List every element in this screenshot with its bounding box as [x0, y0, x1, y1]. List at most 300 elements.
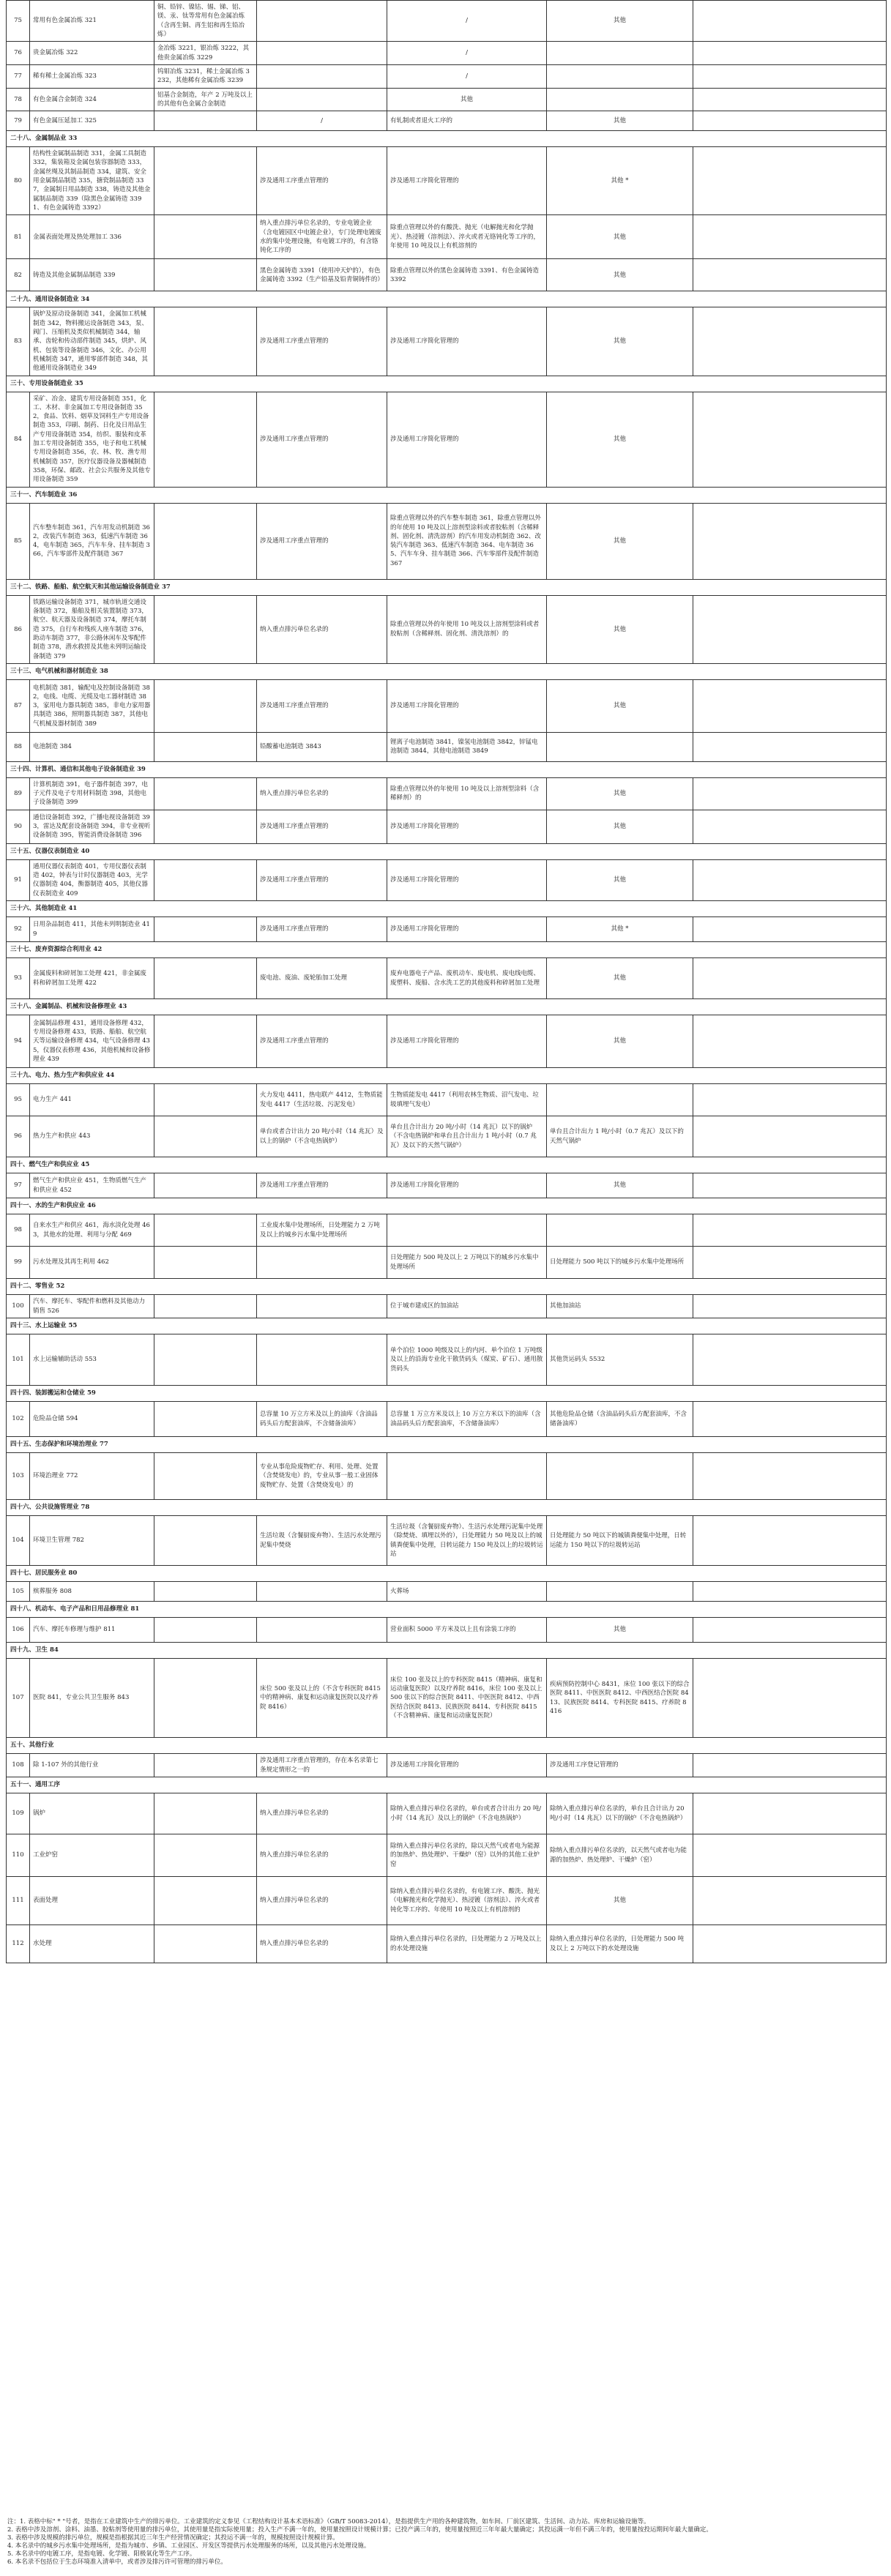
simplified-management: 火葬场 [387, 1582, 547, 1602]
industry-category: 汽车、摩托车修理与维护 811 [30, 1618, 154, 1643]
blank-cell [693, 1173, 887, 1198]
row-number: 98 [7, 1214, 30, 1247]
row-number: 86 [7, 595, 30, 663]
key-management: 涉及通用工序重点管理的 [257, 1015, 387, 1068]
table-row [7, 859, 887, 900]
table-row [7, 958, 887, 999]
section-title: 四十八、机动车、电子产品和日用品修理业 81 [7, 1602, 887, 1618]
simplified-management: / [387, 64, 547, 88]
footnote-line: 注：1. 表格中标" * "号者，是指在工业建筑中生产的排污单位。工业建筑的定义参见《工程结构设计基本术语标准》（GB/T 50083-2014），是指提供生产用的各种建筑物，如车间、厂前区建筑、生活间、动力站、库房和运输设施等。 [7, 2518, 650, 2525]
simplified-management: 涉及通用工序简化管理的 [387, 1754, 547, 1777]
industry-detail [154, 1516, 257, 1566]
industry-category: 铸造及其他金属制品制造 339 [30, 259, 154, 291]
registration-management [547, 88, 693, 111]
industry-category: 稀有稀土金属冶炼 323 [30, 64, 154, 88]
industry-detail [154, 1015, 257, 1068]
blank-cell [693, 307, 887, 376]
registration-management: 除纳入重点排污单位名录的，单台且合计出力 20 吨/小时（14 兆瓦）以下的锅炉（不含电热锅炉） [547, 1793, 693, 1834]
blank-cell [693, 1453, 887, 1500]
key-management: 涉及通用工序重点管理的 [257, 147, 387, 215]
row-number: 89 [7, 777, 30, 810]
key-management: 纳入重点排污单位名录的 [257, 777, 387, 810]
simplified-management [387, 1214, 547, 1247]
table-row [7, 64, 887, 88]
section-header-row [7, 1566, 887, 1582]
row-number: 96 [7, 1116, 30, 1157]
table-row [7, 1247, 887, 1279]
row-number: 111 [7, 1877, 30, 1925]
section-title: 五十、其他行业 [7, 1738, 887, 1754]
key-management [257, 1618, 387, 1643]
footnote-line: 6. 本名录不包括位于生态环境准入清单中，或者涉及排污许可管理的排污单位。 [7, 2558, 227, 2566]
row-number: 101 [7, 1334, 30, 1386]
simplified-management: 其他 [387, 88, 547, 111]
blank-cell [693, 1214, 887, 1247]
registration-management [547, 732, 693, 761]
key-management: 纳入重点排污单位名录的，专业电镀企业（含电镀园区中电镀企业），专门处理电镀废水的集中处理设施，有电镀工序的，有含铬钝化工序的 [257, 215, 387, 259]
industry-detail [154, 859, 257, 900]
simplified-management: 涉及通用工序简化管理的 [387, 147, 547, 215]
registration-management [547, 64, 693, 88]
blank-cell [693, 1834, 887, 1877]
key-management: 床位 500 张及以上的（不含专科医院 8415 中的精神病、康复和运动康复医院以及疗养院 8416） [257, 1659, 387, 1738]
table-row [7, 111, 887, 131]
simplified-management: 涉及通用工序简化管理的 [387, 679, 547, 732]
blank-cell [693, 1084, 887, 1116]
section-header-row [7, 1777, 887, 1793]
industry-category: 污水处理及其再生利用 462 [30, 1247, 154, 1279]
registration-management: 其他 [547, 1015, 693, 1068]
blank-cell [693, 111, 887, 131]
key-management [257, 88, 387, 111]
registration-management: 其他 [547, 595, 693, 663]
industry-category: 工业炉窑 [30, 1834, 154, 1877]
industry-detail [154, 259, 257, 291]
industry-detail [154, 1334, 257, 1386]
section-header-row [7, 901, 887, 917]
industry-category: 自来水生产和供应 461，海水淡化处理 463，其他水的处理、利用与分配 469 [30, 1214, 154, 1247]
industry-category: 锅炉 [30, 1793, 154, 1834]
section-title: 四十五、生态保护和环境治理业 77 [7, 1437, 887, 1453]
key-management: 黑色金属铸造 3391（使用冲天炉的），有色金属铸造 3392（生产铅基及铅青铜铸件的） [257, 259, 387, 291]
blank-cell [693, 595, 887, 663]
section-header-row [7, 487, 887, 503]
industry-detail [154, 307, 257, 376]
table-row [7, 679, 887, 732]
table-row [7, 1754, 887, 1777]
industry-category: 日用杂品制造 411，其他未列明制造业 419 [30, 917, 154, 942]
row-number: 103 [7, 1453, 30, 1500]
section-title: 三十二、铁路、船舶、航空航天和其他运输设备制造业 37 [7, 579, 887, 595]
table-row [7, 1214, 887, 1247]
table-row [7, 917, 887, 942]
simplified-management: 涉及通用工序简化管理的 [387, 1173, 547, 1198]
section-header-row [7, 291, 887, 307]
blank-cell [693, 42, 887, 65]
row-number: 80 [7, 147, 30, 215]
simplified-management: / [387, 1, 547, 42]
simplified-management: 除重点管理以外的年使用 10 吨及以上溶剂型涂料（含稀释剂）的 [387, 777, 547, 810]
row-number: 102 [7, 1402, 30, 1437]
table-row [7, 1834, 887, 1877]
table-row [7, 1516, 887, 1566]
blank-cell [693, 732, 887, 761]
blank-cell [693, 215, 887, 259]
table-row [7, 1925, 887, 1963]
industry-category: 医院 841，专业公共卫生服务 843 [30, 1659, 154, 1738]
key-management: 涉及通用工序重点管理的 [257, 307, 387, 376]
table-row [7, 1334, 887, 1386]
section-title: 二十八、金属制品业 33 [7, 131, 887, 147]
section-header-row [7, 942, 887, 958]
industry-category: 采矿、冶金、建筑专用设备制造 351，化工、木材、非金属加工专用设备制造 352，食品、饮料、烟草及饲料生产专用设备制造 353，印刷、制药、日化及日用品生产专用设备制造 354，纺织、服装和皮革加工专用设备制造 355，电子和电工机械专用设备制造 356，农、林、牧、渔专用机械制造 357，医疗仪器设备及器械制造 358，环保、邮政、社会公共服务及其他专用设备制造 359 [30, 392, 154, 487]
table-row [7, 1015, 887, 1068]
registration-management: 日处理能力 500 吨以下的城乡污水集中处理场所 [547, 1247, 693, 1279]
industry-detail [154, 777, 257, 810]
blank-cell [693, 1516, 887, 1566]
industry-detail [154, 503, 257, 579]
registration-management: 除纳入重点排污单位名录的，以天然气或者电为能源的加热炉、热处理炉、干燥炉（窑） [547, 1834, 693, 1877]
key-management: 纳入重点排污单位名录的 [257, 1925, 387, 1963]
registration-management: 其他 * [547, 917, 693, 942]
industry-detail [154, 392, 257, 487]
key-management: 涉及通用工序重点管理的 [257, 810, 387, 843]
footnote-line: 5. 本名录中的电镀工序，是指电镀、化学镀、阳极氧化等生产工序。 [7, 2550, 196, 2558]
simplified-management: 涉及通用工序简化管理的 [387, 1015, 547, 1068]
blank-cell [693, 1, 887, 42]
blank-cell [693, 1618, 887, 1643]
industry-category: 计算机制造 391，电子器件制造 397，电子元件及电子专用材料制造 398，其他电子设备制造 399 [30, 777, 154, 810]
section-header-row [7, 843, 887, 859]
key-management [257, 1, 387, 42]
row-number: 83 [7, 307, 30, 376]
table-row [7, 1295, 887, 1318]
key-management [257, 1582, 387, 1602]
simplified-management: 营业面积 5000 平方米及以上且有涂装工序的 [387, 1618, 547, 1643]
industry-detail [154, 917, 257, 942]
section-title: 四十、燃气生产和供应业 45 [7, 1157, 887, 1173]
section-header-row [7, 1738, 887, 1754]
industry-category: 贵金属冶炼 322 [30, 42, 154, 65]
industry-category: 环境治理业 772 [30, 1453, 154, 1500]
row-number: 95 [7, 1084, 30, 1116]
registration-management: 其他 [547, 958, 693, 999]
blank-cell [693, 1659, 887, 1738]
table-row [7, 1793, 887, 1834]
blank-cell [693, 1793, 887, 1834]
table-row [7, 1173, 887, 1198]
key-management: 涉及通用工序重点管理的 [257, 392, 387, 487]
industry-detail: 钨钼冶炼 3231，稀土金属冶炼 3232，其他稀有金属冶炼 3239 [154, 64, 257, 88]
blank-cell [693, 1334, 887, 1386]
key-management: 纳入重点排污单位名录的 [257, 595, 387, 663]
simplified-management: 床位 100 张及以上的专科医院 8415（精神病、康复和运动康复医院）以及疗养院 8416，床位 100 张及以上 500 张以下的综合医院 8411、中医医院 8412、中西医结合医院 8413、民族医院 8414、专科医院 8415（不含精神病、康复和运动康复医院） [387, 1659, 547, 1738]
industry-detail [154, 1084, 257, 1116]
industry-detail: 金冶炼 3221，银冶炼 3222，其他贵金属冶炼 3229 [154, 42, 257, 65]
section-header-row [7, 663, 887, 679]
row-number: 79 [7, 111, 30, 131]
row-number: 100 [7, 1295, 30, 1318]
simplified-management: 生活垃圾（含餐厨废弃物）、生活污水处理污泥集中处理（除焚烧、填埋以外的），日处理能力 50 吨及以上的城镇粪便集中处理，日转运能力 150 吨及以上的垃圾转运站 [387, 1516, 547, 1566]
key-management: 涉及通用工序重点管理的 [257, 1173, 387, 1198]
registration-management: 其他 [547, 1173, 693, 1198]
industry-category: 通用仪器仪表制造 401，专用仪器仪表制造 402，钟表与计时仪器制造 403，光学仪器制造 404，衡器制造 405，其他仪器仪表制造业 409 [30, 859, 154, 900]
registration-management: 其他 [547, 1, 693, 42]
section-header-row [7, 761, 887, 777]
key-management [257, 1334, 387, 1386]
simplified-management: 单个泊位 1000 吨级及以上的内河、单个泊位 1 万吨级及以上的沿海专业化干散货码头（煤炭、矿石）、通用散货码头 [387, 1334, 547, 1386]
row-number: 104 [7, 1516, 30, 1566]
registration-management: 单台且合计出力 1 吨/小时（0.7 兆瓦）及以下的天然气锅炉 [547, 1116, 693, 1157]
blank-cell [693, 1754, 887, 1777]
table-row [7, 1453, 887, 1500]
simplified-management: 涉及通用工序简化管理的 [387, 917, 547, 942]
footnote-line: 4. 本名录中的城乡污水集中处理场所，是指为城市、乡镇、工业园区、开发区等提供污水处理服务的场所，以及其他污水处理设施。 [7, 2542, 370, 2550]
industry-detail [154, 1247, 257, 1279]
section-header-row [7, 1437, 887, 1453]
industry-category: 水处理 [30, 1925, 154, 1963]
simplified-management: 生物质能发电 4417（利用农林生物质、沼气发电、垃圾填埋气发电） [387, 1084, 547, 1116]
simplified-management: 有轧制或者退火工序的 [387, 111, 547, 131]
simplified-management: 单台且合计出力 20 吨/小时（14 兆瓦）以下的锅炉（不含电热锅炉和单台且合计出力 1 吨/小时（0.7 兆瓦）及以下的天然气锅炉） [387, 1116, 547, 1157]
key-management: 工业废水集中处理场所，日处理能力 2 万吨及以上的城乡污水集中处理场所 [257, 1214, 387, 1247]
simplified-management: 除重点管理以外的汽车整车制造 361，除重点管理以外的年使用 10 吨及以上溶剂型涂料或者胶粘剂（含稀释剂、固化剂、清洗溶剂）的汽车用发动机制造 362、改装汽车制造 363、低速汽车制造 364、电车制造 365、汽车车身、挂车制造 366、汽车零部件及配件制造 367 [387, 503, 547, 579]
row-number: 97 [7, 1173, 30, 1198]
simplified-management: 除纳入重点排污单位名录的，除以天然气或者电为能源的加热炉、热处理炉、干燥炉（窑）以外的其他工业炉窑 [387, 1834, 547, 1877]
table-row [7, 1402, 887, 1437]
registration-management [547, 1214, 693, 1247]
blank-cell [693, 1015, 887, 1068]
section-header-row [7, 131, 887, 147]
simplified-management: 日处理能力 500 吨及以上 2 万吨以下的城乡污水集中处理场所 [387, 1247, 547, 1279]
industry-category: 水上运输辅助活动 553 [30, 1334, 154, 1386]
section-header-row [7, 1157, 887, 1173]
row-number: 78 [7, 88, 30, 111]
industry-detail [154, 1754, 257, 1777]
key-management: 废电池、废油、废轮胎加工处理 [257, 958, 387, 999]
key-management [257, 1247, 387, 1279]
simplified-management: 除纳入重点排污单位名录的，日处理能力 2 万吨及以上的水处理设施 [387, 1925, 547, 1963]
blank-cell [693, 859, 887, 900]
registration-management: 日处理能力 50 吨以下的城镇粪便集中处理，日转运能力 150 吨以下的垃圾转运站 [547, 1516, 693, 1566]
registration-management: 其他 [547, 1877, 693, 1925]
key-management: 生活垃圾（含餐厨废弃物）、生活污水处理污泥集中焚烧 [257, 1516, 387, 1566]
industry-detail [154, 215, 257, 259]
table-row [7, 1877, 887, 1925]
key-management: 涉及通用工序重点管理的 [257, 503, 387, 579]
table-row [7, 503, 887, 579]
table-row [7, 215, 887, 259]
table-row [7, 1, 887, 42]
row-number: 110 [7, 1834, 30, 1877]
section-header-row [7, 376, 887, 392]
simplified-management: 除重点管理以外的有酸洗、抛光（电解抛光和化学抛光）、热浸镀（溶剂法）、淬火或者无铬钝化等工序的，年使用 10 吨及以上有机溶剂的 [387, 215, 547, 259]
key-management: 纳入重点排污单位名录的 [257, 1793, 387, 1834]
registration-management [547, 1453, 693, 1500]
industry-detail [154, 958, 257, 999]
table-row [7, 147, 887, 215]
registration-management [547, 1084, 693, 1116]
industry-category: 金属表面处理及热处理加工 336 [30, 215, 154, 259]
section-title: 三十三、电气机械和器材制造业 38 [7, 663, 887, 679]
industry-detail [154, 1173, 257, 1198]
row-number: 99 [7, 1247, 30, 1279]
section-title: 三十一、汽车制造业 36 [7, 487, 887, 503]
registration-management [547, 42, 693, 65]
row-number: 94 [7, 1015, 30, 1068]
key-management: 单台或者合计出力 20 吨/小时（14 兆瓦）及以上的锅炉（不含电热锅炉） [257, 1116, 387, 1157]
industry-category: 有色金属合金制造 324 [30, 88, 154, 111]
registration-management: 其他 [547, 215, 693, 259]
industry-detail [154, 1659, 257, 1738]
industry-category: 金属制品修理 431，通用设备修理 432，专用设备修理 433，铁路、船舶、航空航天等运输设备修理 434，电气设备修理 435，仪器仪表修理 436，其他机械和设备修理业 439 [30, 1015, 154, 1068]
simplified-management: 除重点管理以外的黑色金属铸造 3391、有色金属铸造 3392 [387, 259, 547, 291]
industry-category: 结构性金属制品制造 331，金属工具制造 332，集装箱及金属包装容器制造 333，金属丝绳及其制品制造 334，建筑、安全用金属制品制造 335，搪瓷制品制造 337，金属制日用品制造 338，铸造及其他金属制品制造 339（除黑色金属铸造 3391、有色金属铸造 3392） [30, 147, 154, 215]
blank-cell [693, 917, 887, 942]
section-title: 四十二、零售业 52 [7, 1279, 887, 1295]
registration-management: 其他 [547, 503, 693, 579]
simplified-management [387, 1453, 547, 1500]
key-management: 涉及通用工序重点管理的，存在本名录第七条规定情形之一的 [257, 1754, 387, 1777]
table-row [7, 1659, 887, 1738]
row-number: 91 [7, 859, 30, 900]
blank-cell [693, 1295, 887, 1318]
blank-cell [693, 1247, 887, 1279]
simplified-management: 涉及通用工序简化管理的 [387, 392, 547, 487]
key-management: 总容量 10 万立方米及以上的油库（含油品码头后方配套油库，不含储备油库） [257, 1402, 387, 1437]
registration-management: 其他 [547, 1618, 693, 1643]
registration-management: 其他 * [547, 147, 693, 215]
simplified-management: 除纳入重点排污单位名录的，单台或者合计出力 20 吨/小时（14 兆瓦）及以上的锅炉（不含电热锅炉） [387, 1793, 547, 1834]
table-row [7, 777, 887, 810]
registration-management: 其他 [547, 679, 693, 732]
row-number: 87 [7, 679, 30, 732]
industry-category: 通信设备制造 392，广播电视设备制造 393，雷达及配套设备制造 394，非专业视听设备制造 395，智能消费设备制造 396 [30, 810, 154, 843]
section-title: 五十一、通用工序 [7, 1777, 887, 1793]
blank-cell [693, 1877, 887, 1925]
blank-cell [693, 1925, 887, 1963]
section-title: 四十六、公共设施管理业 78 [7, 1500, 887, 1516]
table-row [7, 1618, 887, 1643]
section-title: 三十七、废弃资源综合利用业 42 [7, 942, 887, 958]
blank-cell [693, 259, 887, 291]
industry-category: 电力生产 441 [30, 1084, 154, 1116]
key-management: 涉及通用工序重点管理的 [257, 917, 387, 942]
footnote-line: 2. 表格中涉及溶剂、涂料、油墨、胶粘剂等使用量的排污单位，其使用量是指实际使用量；投入生产不满一年的，使用量按照设计规模计算；已投产满三年的，使用量按照近三年年最大量确定；其投运满一年但不满三年的，使用量按投运期间年最大量确定。 [7, 2526, 712, 2534]
blank-cell [693, 810, 887, 843]
industry-detail [154, 732, 257, 761]
blank-cell [693, 147, 887, 215]
key-management [257, 64, 387, 88]
table-row [7, 1084, 887, 1116]
industry-detail: 铜、铅锌、镍钴、锡、锑、铝、镁、汞、钛等常用有色金属冶炼（含再生铜、再生铝和再生铅冶炼） [154, 1, 257, 42]
section-header-row [7, 1643, 887, 1659]
section-title: 三十八、金属制品、机械和设备修理业 43 [7, 999, 887, 1015]
blank-cell [693, 1402, 887, 1437]
row-number: 84 [7, 392, 30, 487]
blank-cell [693, 958, 887, 999]
industry-category: 燃气生产和供应业 451，生物质燃气生产和供应业 452 [30, 1173, 154, 1198]
industry-detail [154, 1877, 257, 1925]
section-header-row [7, 1068, 887, 1084]
table-row [7, 259, 887, 291]
row-number: 92 [7, 917, 30, 942]
row-number: 76 [7, 42, 30, 65]
simplified-management: 总容量 1 万立方米及以上 10 万立方米以下的油库（含油品码头后方配套油库，不含储备油库） [387, 1402, 547, 1437]
registration-management: 其他危险品仓储（含油品码头后方配套油库，不含储备油库） [547, 1402, 693, 1437]
industry-detail [154, 595, 257, 663]
section-title: 三十、专用设备制造业 35 [7, 376, 887, 392]
registration-management: 涉及通用工序登记管理的 [547, 1754, 693, 1777]
table-row [7, 810, 887, 843]
industry-category: 有色金属压延加工 325 [30, 111, 154, 131]
registration-management: 其他 [547, 777, 693, 810]
row-number: 106 [7, 1618, 30, 1643]
industry-detail [154, 1214, 257, 1247]
industry-detail [154, 1453, 257, 1500]
section-title: 三十五、仪器仪表制造业 40 [7, 843, 887, 859]
registration-management: 除纳入重点排污单位名录的，日处理能力 500 吨及以上 2 万吨以下的水处理设施 [547, 1925, 693, 1963]
key-management [257, 1295, 387, 1318]
industry-category: 汽车、摩托车、零配件和燃料及其他动力销售 526 [30, 1295, 154, 1318]
key-management [257, 42, 387, 65]
key-management: 火力发电 4411，热电联产 4412，生物质能发电 4417（生活垃圾、污泥发电） [257, 1084, 387, 1116]
simplified-management: 位于城市建成区的加油站 [387, 1295, 547, 1318]
key-management: 涉及通用工序重点管理的 [257, 679, 387, 732]
table-row [7, 595, 887, 663]
row-number: 93 [7, 958, 30, 999]
key-management: 铅酸蓄电池制造 3843 [257, 732, 387, 761]
simplified-management: 除纳入重点排污单位名录的，有电镀工序、酸洗、抛光（电解抛光和化学抛光）、热浸镀（溶剂法）、淬火或者钝化等工序的、年使用 10 吨及以上有机溶剂的 [387, 1877, 547, 1925]
registration-management: 其他加油站 [547, 1295, 693, 1318]
industry-category: 铁路运输设备制造 371，城市轨道交通设备制造 372，船舶及相关装置制造 373，航空、航天器及设备制造 374，摩托车制造 375，自行车和残疾人座车制造 376，助动车制造 377，非公路休闲车及零配件制造 378，潜水救捞及其他未列明运输设备制造 379 [30, 595, 154, 663]
industry-category: 环境卫生管理 782 [30, 1516, 154, 1566]
registration-management: 其他 [547, 259, 693, 291]
simplified-management: 涉及通用工序简化管理的 [387, 307, 547, 376]
key-management: 纳入重点排污单位名录的 [257, 1877, 387, 1925]
industry-category: 电池制造 384 [30, 732, 154, 761]
registration-management: 其他 [547, 111, 693, 131]
section-header-row [7, 1279, 887, 1295]
section-header-row [7, 579, 887, 595]
industry-category: 汽车整车制造 361，汽车用发动机制造 362，改装汽车制造 363，低速汽车制造 364，电车制造 365，汽车车身、挂车制造 366，汽车零部件及配件制造 367 [30, 503, 154, 579]
table-row [7, 42, 887, 65]
table-row [7, 1582, 887, 1602]
row-number: 90 [7, 810, 30, 843]
table-row [7, 392, 887, 487]
industry-category: 常用有色金属冶炼 321 [30, 1, 154, 42]
registration-management: 疾病预防控制中心 8431，床位 100 张以下的综合医院 8411、中医医院 8412、中西医结合医院 8413、民族医院 8414、专科医院 8415、疗养院 8416 [547, 1659, 693, 1738]
section-header-row [7, 1602, 887, 1618]
simplified-management: 涉及通用工序简化管理的 [387, 810, 547, 843]
row-number: 109 [7, 1793, 30, 1834]
row-number: 107 [7, 1659, 30, 1738]
registration-management: 其他 [547, 859, 693, 900]
emission-permit-table [6, 0, 887, 1963]
industry-detail [154, 1834, 257, 1877]
blank-cell [693, 503, 887, 579]
blank-cell [693, 392, 887, 487]
industry-detail [154, 1295, 257, 1318]
industry-detail [154, 679, 257, 732]
row-number: 77 [7, 64, 30, 88]
section-title: 四十一、水的生产和供应业 46 [7, 1198, 887, 1214]
key-management: 纳入重点排污单位名录的 [257, 1834, 387, 1877]
simplified-management: / [387, 42, 547, 65]
registration-management: 其他 [547, 392, 693, 487]
industry-detail [154, 1402, 257, 1437]
row-number: 105 [7, 1582, 30, 1602]
